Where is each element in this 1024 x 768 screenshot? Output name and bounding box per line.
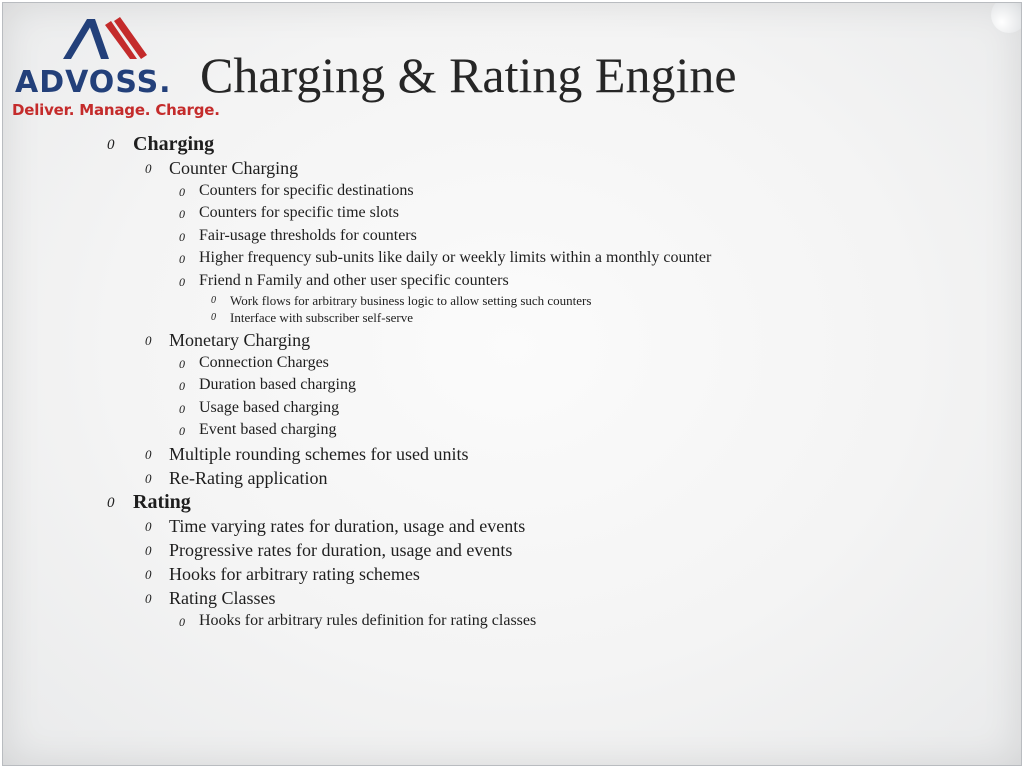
list-item (199, 292, 1003, 309)
list-item (133, 442, 1003, 466)
list-item-label: Hooks for arbitrary rules definition for rating classes (199, 611, 537, 629)
slide (2, 2, 1022, 766)
list-item-label: Work flows for arbitrary business logic to allow setting such counters (230, 293, 592, 309)
bullet-icon: 0 (145, 566, 152, 582)
list-item-label: Fair-usage thresholds for counters (199, 226, 417, 244)
list-item-label: Usage based charging (199, 398, 340, 416)
list-item (169, 374, 1003, 396)
list-item-label: Counters for specific time slots (199, 204, 399, 222)
list-item-label: Counters for specific destinations (199, 182, 414, 199)
list-item (169, 180, 1003, 202)
logo-mark-icon (57, 13, 149, 61)
section-heading: Charging (133, 133, 215, 155)
list-item (133, 466, 1003, 490)
list-item-label: Duration based charging (199, 376, 356, 394)
list-item (133, 586, 1003, 632)
list-item-label: Rating Classes (169, 587, 276, 608)
list-item (133, 156, 1003, 326)
list-item-label: Time varying rates for duration, usage and events (169, 515, 526, 536)
bullet-icon: 0 (179, 357, 185, 372)
bullet-icon: 0 (145, 446, 152, 462)
bullet-icon: 0 (179, 274, 185, 289)
bullet-icon: 0 (211, 312, 216, 324)
list-item-label: Re-Rating application (169, 467, 328, 488)
bullet-icon: 0 (107, 494, 115, 511)
list-item (199, 309, 1003, 326)
page-title: Charging & Rating Engine (200, 47, 737, 103)
list-item-label: Event based charging (199, 421, 337, 439)
list-item-label: Interface with subscriber self-serve (230, 310, 413, 326)
list-item (169, 610, 1003, 632)
bullet-icon: 0 (179, 229, 185, 244)
bullet-outline (103, 132, 1003, 632)
list-item (169, 270, 1003, 326)
list-item (133, 562, 1003, 586)
bullet-icon: 0 (145, 470, 152, 486)
bullet-icon: 0 (179, 252, 185, 267)
list-item (169, 419, 1003, 441)
section-heading: Rating (133, 490, 191, 513)
list-item-label: Counter Charging (169, 158, 299, 178)
advoss-logo (9, 11, 220, 121)
list-item (133, 328, 1003, 442)
page-curl (991, 2, 1022, 33)
bullet-icon: 0 (179, 207, 185, 222)
bullet-icon: 0 (179, 379, 185, 394)
bullet-icon: 0 (179, 185, 185, 199)
list-item-label: Multiple rounding schemes for used units (169, 443, 469, 464)
list-item-label: Progressive rates for duration, usage and events (169, 539, 513, 560)
list-item (169, 202, 1003, 224)
bullet-icon: 0 (179, 424, 185, 439)
logo-tagline: Deliver. Manage. Charge. (12, 101, 220, 119)
bullet-icon: 0 (107, 137, 115, 153)
bullet-icon: 0 (179, 401, 185, 416)
list-item-label: Friend n Family and other user specific counters (199, 271, 509, 289)
list-item (103, 490, 1003, 632)
list-item (133, 514, 1003, 538)
logo-brand-text: ADVOSS. (15, 65, 172, 100)
list-item (169, 352, 1003, 374)
bullet-icon: 0 (179, 614, 185, 629)
list-item (133, 538, 1003, 562)
section-list (103, 132, 1003, 632)
list-item (169, 247, 1003, 269)
list-item (169, 225, 1003, 247)
bullet-icon: 0 (145, 161, 152, 176)
logo-wordmark (13, 61, 193, 101)
bullet-icon: 0 (211, 295, 216, 307)
list-item-label: Hooks for arbitrary rating schemes (169, 563, 420, 584)
list-item-label: Monetary Charging (169, 330, 311, 351)
bullet-icon: 0 (145, 333, 152, 349)
list-item-label: Connection Charges (199, 354, 329, 372)
bullet-icon: 0 (145, 542, 152, 558)
list-item (103, 132, 1003, 490)
bullet-icon: 0 (145, 590, 152, 606)
list-item (169, 397, 1003, 419)
bullet-icon: 0 (145, 518, 152, 534)
list-item-label: Higher frequency sub-units like daily or weekly limits within a monthly counter (199, 249, 712, 267)
